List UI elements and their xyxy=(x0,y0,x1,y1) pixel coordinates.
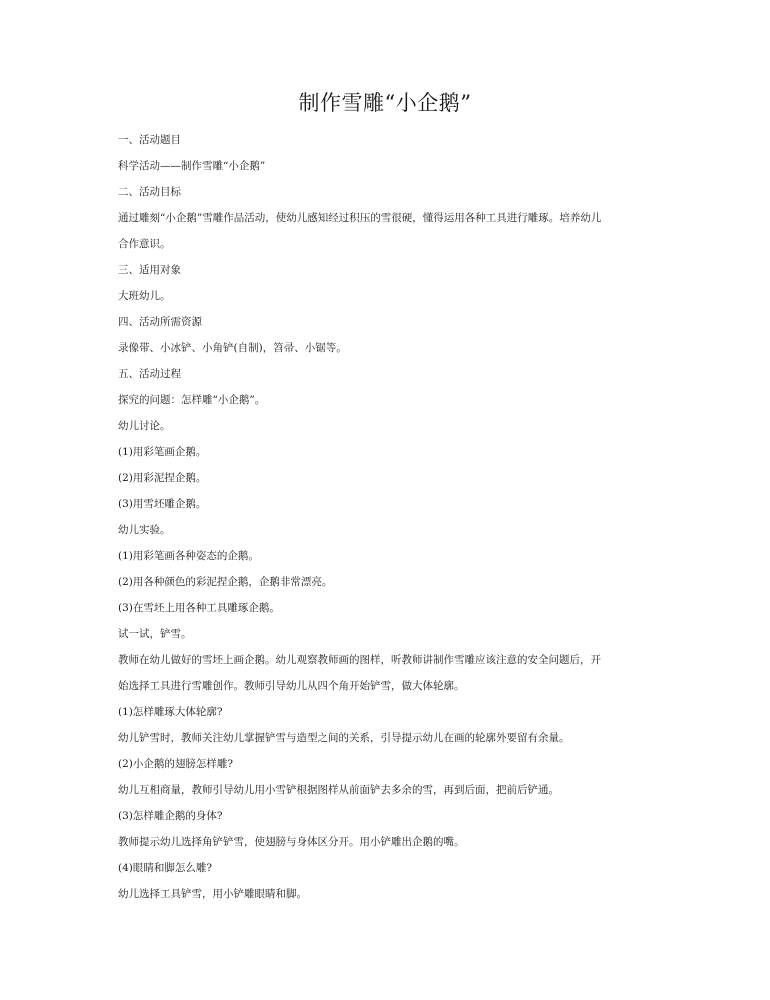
paragraph-line: 通过雕刻“小企鹅”雪雕作品活动，使幼儿感知经过积压的雪很硬，懂得运用各种工具进行雕琢。培养幼儿 xyxy=(118,212,602,224)
paragraph-line: 试一试，铲雪。 xyxy=(118,628,192,640)
paragraph-line: 幼儿实验。 xyxy=(118,524,171,536)
section-heading-audience: 三、适用对象 xyxy=(118,264,181,276)
section-heading-resources: 四、活动所需资源 xyxy=(118,316,202,328)
paragraph-line: 教师在幼儿做好的雪坯上画企鹅。幼儿观察教师画的图样，听教师讲制作雪雕应该注意的安全问题后，开 xyxy=(118,654,601,666)
paragraph-line: 录像带、小冰铲、小角铲(自制)，笤帚、小锯等。 xyxy=(118,342,347,354)
list-item: (1)怎样雕琢大体轮廓? xyxy=(118,706,223,718)
section-heading-topic: 一、活动题目 xyxy=(118,134,181,146)
paragraph-line: 科学活动——制作雪雕“小企鹅” xyxy=(118,160,266,172)
paragraph-line: 幼儿铲雪时，教师关注幼儿掌握铲雪与造型之间的关系，引导提示幼儿在画的轮廓外要留有余量。 xyxy=(118,732,570,744)
list-item: (2)小企鹅的翅膀怎样雕? xyxy=(118,758,234,770)
paragraph-line: 幼儿互相商量，教师引导幼儿用小雪铲根据图样从前面铲去多余的雪，再到后面，把前后铲通。 xyxy=(118,784,559,796)
list-item: (2)用彩泥捏企鹅。 xyxy=(118,472,207,484)
list-item: (3)怎样雕企鹅的身体? xyxy=(118,810,223,822)
document-body xyxy=(118,127,658,907)
list-item: (1)用彩笔画各种姿态的企鹅。 xyxy=(118,550,259,562)
section-heading-goals: 二、活动目标 xyxy=(118,186,181,198)
list-item: (1)用彩笔画企鹅。 xyxy=(118,446,207,458)
list-item: (4)眼睛和脚怎么雕? xyxy=(118,862,213,874)
paragraph-line: 幼儿讨论。 xyxy=(118,420,171,432)
document-title: 制作雪雕“小企鹅” xyxy=(298,91,472,115)
list-item: (3)用雪坯雕企鹅。 xyxy=(118,498,207,510)
list-item: (2)用各种颜色的彩泥捏企鹅，企鹅非常漂亮。 xyxy=(118,576,333,588)
paragraph-line: 幼儿选择工具铲雪，用小铲雕眼睛和脚。 xyxy=(118,888,307,900)
list-item: (3)在雪坯上用各种工具雕琢企鹅。 xyxy=(118,602,280,614)
paragraph-line: 始选择工具进行雪雕创作。教师引导幼儿从四个角开始铲雪，做大体轮廓。 xyxy=(118,680,465,692)
section-heading-process: 五、活动过程 xyxy=(118,368,181,380)
paragraph-line: 探究的问题：怎样雕“小企鹅”。 xyxy=(118,394,266,406)
paragraph-line: 大班幼儿。 xyxy=(118,290,171,302)
paragraph-line: 合作意识。 xyxy=(118,238,171,250)
paragraph-line: 教师提示幼儿选择角铲铲雪，使翅膀与身体区分开。用小铲雕出企鹅的嘴。 xyxy=(118,836,465,848)
